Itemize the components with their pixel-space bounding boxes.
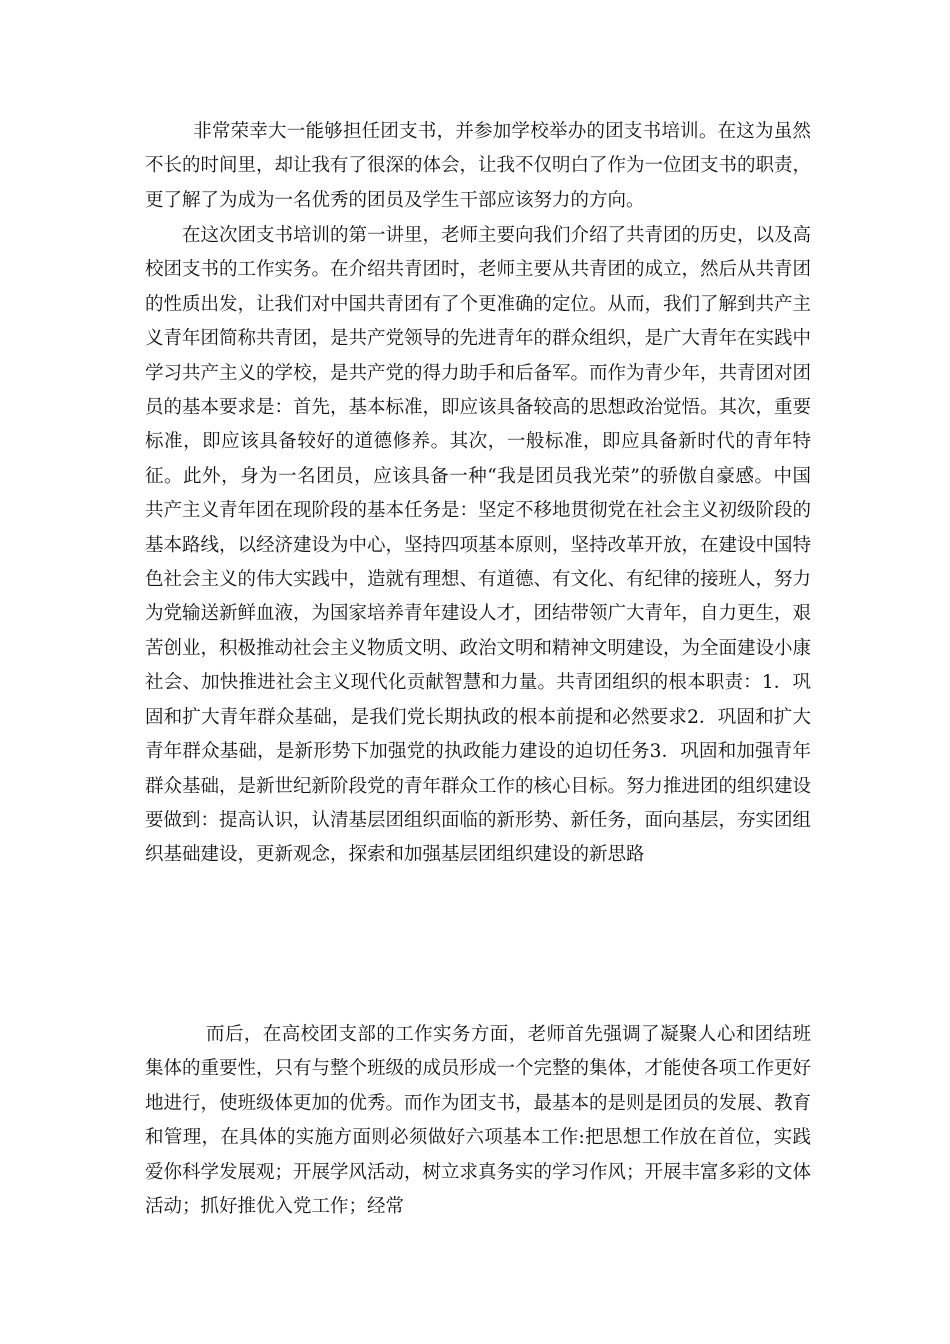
paragraph-branch-work: 而后，在高校团支部的工作实务方面，老师首先强调了凝聚人心和团结班集体的重要性，只有与整个班级的成员形成一个完整的集体，才能使各项工作更好地进行，使班级体更加的优秀。而作为团支书，最基本的是则是团员的发展、教育和管理，在具体的实施方面则必须做好六项基本工作:把思想工作放在首位，实践爱你科学发展观；开展学风活动，树立求真务实的学习作风；开展丰富多彩的文体活动；抓好推优入党工作；经常	[145, 1024, 812, 1218]
paragraph-first-lecture: 在这次团支书培训的第一讲里，老师主要向我们介绍了共青团的历史，以及高校团支书的工作实务。在介绍共青团时，老师主要从共青团的成立，然后从共青团的性质出发，让我们对中国共青团有了个更准确的定位。从而，我们了解到共产主义青年团简称共青团，是共产党领导的先进青年的群众组织，是广大青年在实践中学习共产主义的学校，是共产党的得力助手和后备军。而作为青少年，共青团对团员的基本要求是：首先，基本标准，即应该具备较高的思想政治觉悟。其次，重要标准，即应该具备较好的道德修养。其次，一般标准，即应具备新时代的青年特征。此外，身为一名团员，应该具备一种“我是团员我光荣”的骄傲自豪感。中国共产主义青年团在现阶段的基本任务是：坚定不移地贯彻党在社会主义初级阶段的基本路线，以经济建设为中心，坚持四项基本原则，坚持改革开放，在建设中国特色社会主义的伟大实践中，造就有理想、有道德、有文化、有纪律的接班人，努力为党输送新鲜血液，为国家培养青年建设人才，团结带领广大青年，自力更生，艰苦创业，积极推动社会主义物质文明、政治文明和精神文明建设，为全面建设小康社会、加快推进社会主义现代化贡献智慧和力量。共青团组织的根本职责：1．巩固和扩大青年群众基础，是我们党长期执政的根本前提和必然要求2．巩固和扩大青年群众基础，是新形势下加强党的执政能力建设的迫切任务3．巩固和加强青年群众基础，是新世纪新阶段党的青年群众工作的核心目标。努力推进团的组织建设要做到：提高认识，认清基层团组织面临的新形势、新任务，面向基层，夯实团组织基础建设，更新观念，探索和加强基层团组织建设的新思路	[145, 225, 812, 866]
paragraph-intro: 非常荣幸大一能够担任团支书，并参加学校举办的团支书培训。在这为虽然不长的时间里，却让我有了很深的体会，让我不仅明白了作为一位团支书的职责，更了解了为成为一名优秀的团员及学生干部应该努力的方向。	[145, 121, 812, 211]
